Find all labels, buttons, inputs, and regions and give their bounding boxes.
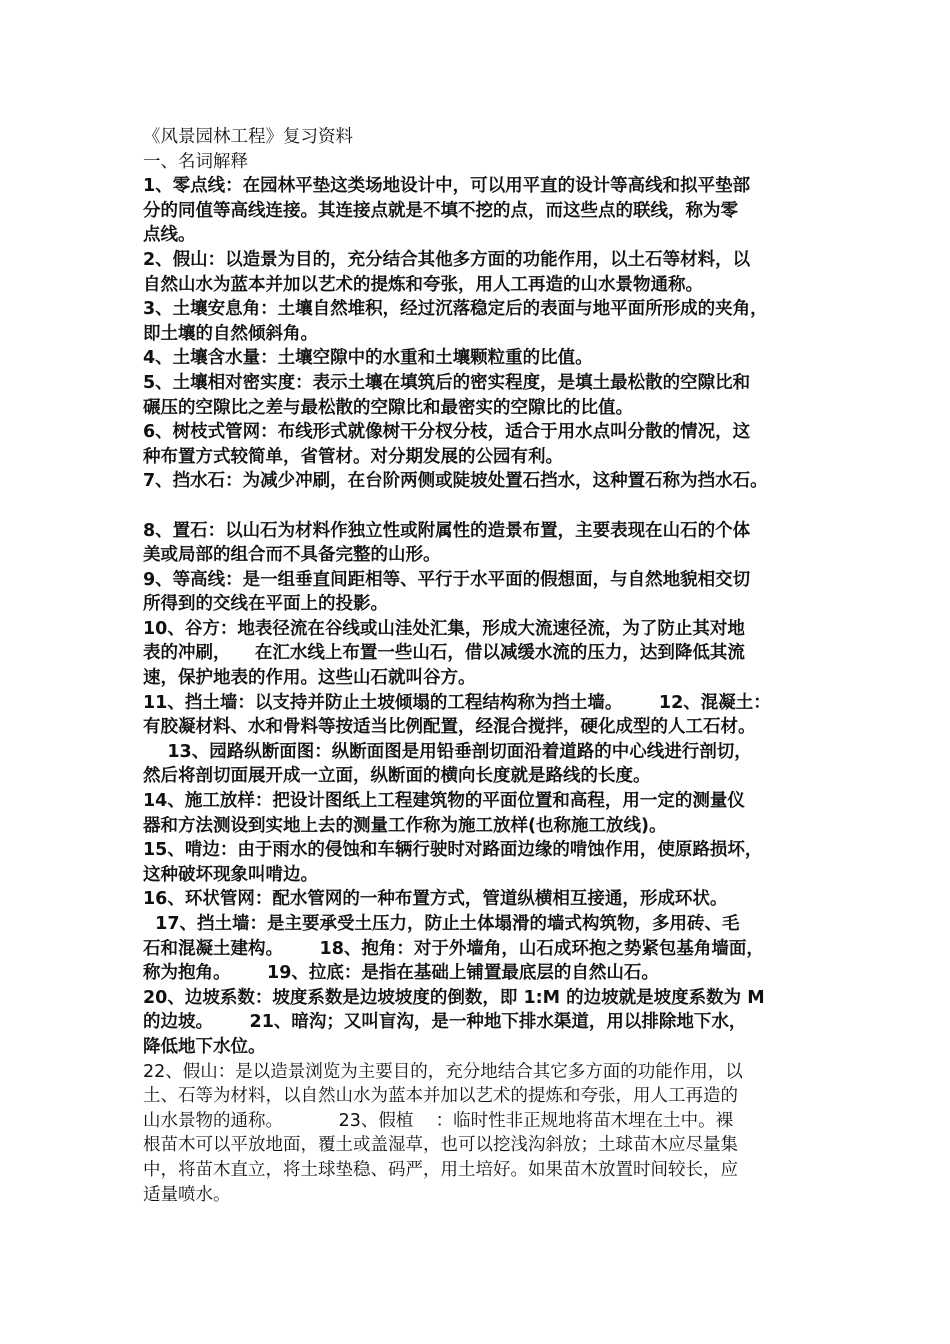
text-line: 根苗木可以平放地面，覆土或盖湿草，也可以挖浅沟斜放；土球苗木应尽量集 xyxy=(143,1135,738,1156)
text-line: 这种破坏现象叫啃边。 xyxy=(143,864,318,885)
text-line: 11、挡土墙：以支持并防止土坡倾塌的工程结构称为挡土墙。 12、混凝土： xyxy=(143,692,771,713)
text-line: 22、假山：是以造景浏览为主要目的，充分地结合其它多方面的功能作用，以 xyxy=(143,1061,743,1082)
text-line: 20、边坡系数：坡度系数是边坡坡度的倒数，即 1:M 的边坡就是坡度系数为 M xyxy=(143,987,765,1008)
text-line: 速，保护地表的作用。这些山石就叫谷方。 xyxy=(143,668,476,689)
text-line: 7、挡水石：为减少冲刷，在台阶两侧或陡坡处置石挡水，这种置石称为挡水石。 xyxy=(143,471,768,492)
text-line: 10、谷方：地表径流在谷线或山洼处汇集，形成大流速径流，为了防止其对地 xyxy=(143,618,745,639)
section-heading: 一、名词解释 xyxy=(143,151,248,172)
text-line: 然后将剖切面展开成一立面，纵断面的横向长度就是路线的长度。 xyxy=(143,766,651,787)
document-title: 《风景园林工程》复习资料 xyxy=(143,127,353,147)
text-line: 6、树枝式管网：布线形式就像树干分杈分枝，适合于用水点叫分散的情况，这 xyxy=(143,422,751,443)
text-line: 有胶凝材料、水和骨料等按适当比例配置，经混合搅拌，硬化成型的人工石材。 xyxy=(143,717,756,738)
text-line: 降低地下水位。 xyxy=(143,1036,266,1057)
text-line: 器和方法测设到实地上去的测量工作称为施工放样(也称施工放线)。 xyxy=(143,815,667,836)
text-line: 分的同值等高线连接。其连接点就是不填不挖的点，而这些点的联线，称为零 xyxy=(143,200,738,221)
text-line: 所得到的交线在平面上的投影。 xyxy=(143,594,388,615)
text-line: 山水景物的通称。 23、假植 ：临时性非正规地将苗木埋在土中。裸 xyxy=(143,1110,734,1131)
text-line: 1、零点线：在园林平垫这类场地设计中，可以用平直的设计等高线和拟平垫部 xyxy=(143,176,751,197)
text-line: 称为抱角。 19、拉底：是指在基础上铺置最底层的自然山石。 xyxy=(143,963,659,984)
text-line: 4、土壤含水量：土壤空隙中的水重和土壤颗粒重的比值。 xyxy=(143,348,593,369)
text-line: 碾压的空隙比之差与最松散的空隙比和最密实的空隙比的比值。 xyxy=(143,397,633,418)
text-line: 的边坡。 21、暗沟；又叫盲沟，是一种地下排水渠道，用以排除地下水， xyxy=(143,1012,747,1033)
text-line: 表的冲刷， 在汇水线上布置一些山石，借以减缓水流的压力，达到降低其流 xyxy=(143,643,745,664)
text-line: 5、土壤相对密实度：表示土壤在填筑后的密实程度，是填土最松散的空隙比和 xyxy=(143,372,751,393)
text-line: 14、施工放样：把设计图纸上工程建筑物的平面位置和高程，用一定的测量仪 xyxy=(143,791,745,812)
text-line: 16、环状管网：配水管网的一种布置方式，管道纵横相互接通，形成环状。 xyxy=(143,889,728,910)
text-line: 3、土壤安息角：土壤自然堆积，经过沉落稳定后的表面与地平面所形成的夹角， xyxy=(143,299,768,320)
text-line: 13、园路纵断面图：纵断面图是用铅垂剖切面沿着道路的中心线进行剖切， xyxy=(143,741,752,762)
text-line: 种布置方式较简单，省管材。对分期发展的公园有利。 xyxy=(143,446,563,467)
text-line xyxy=(143,494,823,519)
document-page xyxy=(143,125,823,1207)
definition-list xyxy=(143,174,823,1207)
text-line: 15、啃边：由于雨水的侵蚀和车辆行驶时对路面边缘的啃蚀作用，使原路损坏， xyxy=(143,840,763,861)
text-line: 美或局部的组合而不具备完整的山形。 xyxy=(143,545,441,566)
text-line: 石和混凝土建构。 18、抱角：对于外墙角，山石成环抱之势紧包基角墙面， xyxy=(143,938,764,959)
text-line: 适量喷水。 xyxy=(143,1184,231,1205)
text-line: 点线。 xyxy=(143,225,196,246)
text-line: 9、等高线：是一组垂直间距相等、平行于水平面的假想面，与自然地貌相交切 xyxy=(143,569,751,590)
text-line: 土、石等为材料，以自然山水为蓝本并加以艺术的提炼和夸张，用人工再造的 xyxy=(143,1086,738,1107)
text-line: 2、假山：以造景为目的，充分结合其他多方面的功能作用，以土石等材料，以 xyxy=(143,249,751,270)
text-line: 自然山水为蓝本并加以艺术的提炼和夸张，用人工再造的山水景物通称。 xyxy=(143,274,703,295)
text-line: 中，将苗木直立，将土球垫稳、码严，用土培好。如果苗木放置时间较长，应 xyxy=(143,1159,738,1180)
text-line: 17、挡土墙：是主要承受土压力，防止土体塌滑的墙式构筑物，多用砖、毛 xyxy=(143,914,740,934)
text-line: 即土壤的自然倾斜角。 xyxy=(143,323,318,344)
text-line: 8、置石：以山石为材料作独立性或附属性的造景布置，主要表现在山石的个体 xyxy=(143,520,751,541)
